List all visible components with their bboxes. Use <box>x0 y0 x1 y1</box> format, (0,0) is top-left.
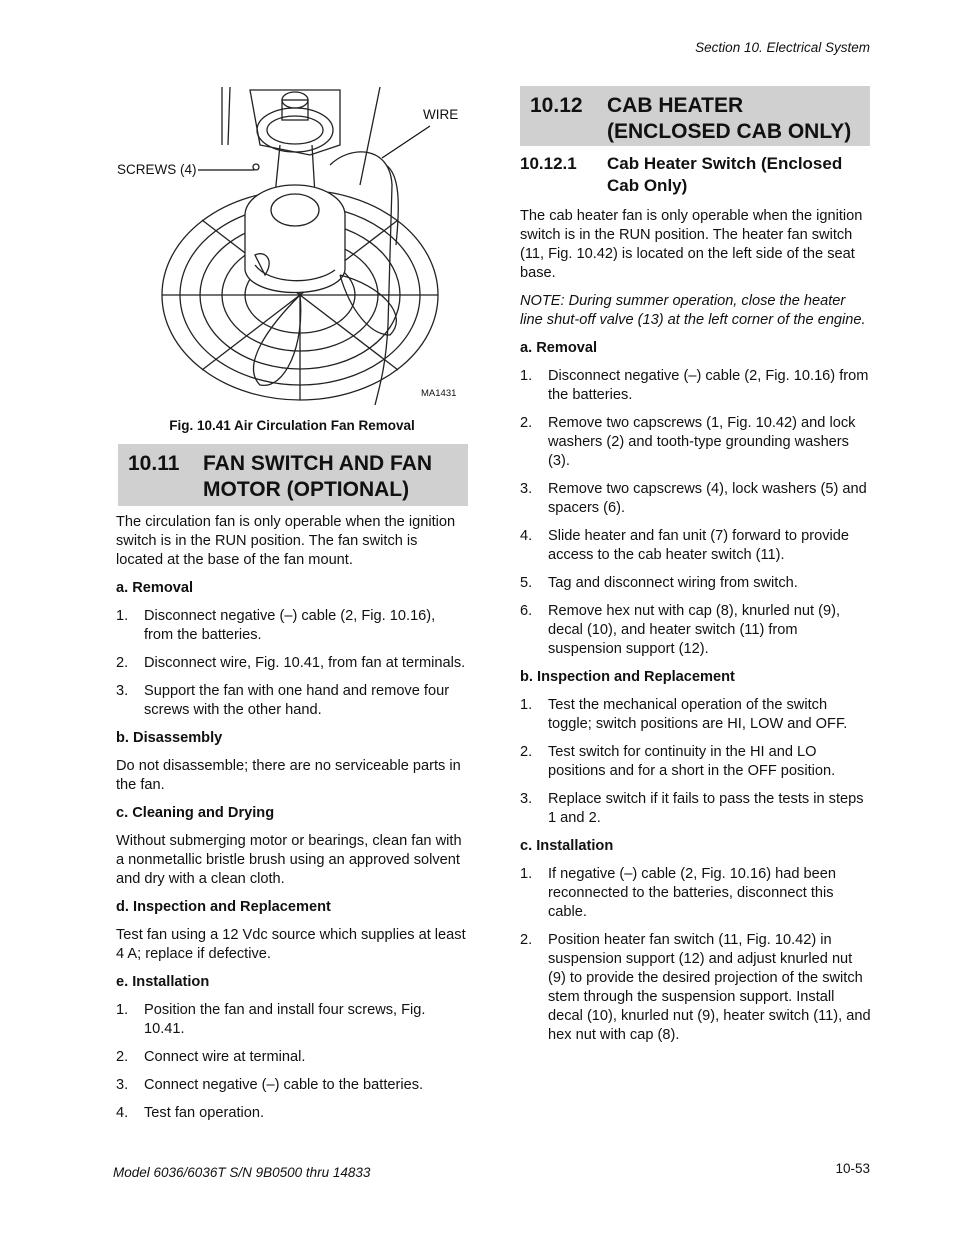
screws-leader-line <box>198 164 258 176</box>
list-item <box>520 931 872 1045</box>
step-number: 1. <box>520 866 533 882</box>
page-number: 10-53 <box>835 1161 870 1176</box>
fan-inspection-heading: d. Inspection and Replacement <box>116 899 331 915</box>
heater-note: NOTE: During summer operation, close the heater line shut-off valve (13) at the left corner of the engine. <box>520 293 866 328</box>
subsection-number: 10.12.1 <box>520 154 577 173</box>
list-item <box>116 1104 468 1123</box>
list-item <box>116 682 468 720</box>
step-number: 2. <box>520 744 533 760</box>
step-text: Remove two capscrews (4), lock washers (5) and spacers (6). <box>548 481 867 516</box>
fan-disassembly-heading: b. Disassembly <box>116 730 223 746</box>
list-item <box>116 1076 468 1095</box>
list-item <box>520 574 872 593</box>
step-number: 3. <box>520 791 533 807</box>
heater-removal-steps <box>520 367 872 659</box>
step-text: Connect negative (–) cable to the batteries. <box>144 1077 424 1093</box>
list-item <box>520 865 872 922</box>
section-title: FAN SWITCH AND FAN MOTOR (OPTIONAL) <box>203 452 433 501</box>
list-item <box>520 743 872 781</box>
section-heading-10-11 <box>118 444 468 506</box>
step-number: 1. <box>116 1002 129 1018</box>
step-text: Tag and disconnect wiring from switch. <box>548 575 798 591</box>
step-text: Test fan operation. <box>144 1105 265 1121</box>
heater-removal-heading: a. Removal <box>520 340 598 356</box>
heater-installation-steps <box>520 865 872 1045</box>
right-column <box>520 153 872 1054</box>
step-text: Test switch for continuity in the HI and LO positions and for a short in the OFF position. <box>548 744 836 779</box>
list-item <box>116 654 468 673</box>
subsection-heading-10-12-1 <box>520 153 872 197</box>
section-number: 10.12 <box>530 94 583 117</box>
step-text: Position heater fan switch (11, Fig. 10.42) in suspension support (12) and adjust knurled nut (9) to provide the desired projection of the switch stem through the suspension support. Install decal (10), knurled nut (9), heater switch (11), and hex nut with cap (8). <box>548 932 871 1043</box>
fan-removal-heading: a. Removal <box>116 580 194 596</box>
heater-inspection-steps <box>520 696 872 828</box>
step-text: Slide heater and fan unit (7) forward to provide access to the cab heater switch (11). <box>548 528 849 563</box>
wire-callout: WIRE <box>423 107 459 122</box>
step-text: Support the fan with one hand and remove four screws with the other hand. <box>144 683 450 718</box>
step-text: Connect wire at terminal. <box>144 1049 306 1065</box>
step-text: Replace switch if it fails to pass the tests in steps 1 and 2. <box>548 791 864 826</box>
step-text: Remove two capscrews (1, Fig. 10.42) and lock washers (2) and tooth-type grounding washers (3). <box>548 415 856 469</box>
fan-cleaning-text: Without submerging motor or bearings, clean fan with a nonmetallic bristle brush using an approved solvent and dry with a clean cloth. <box>116 833 462 887</box>
step-number: 3. <box>116 1077 129 1093</box>
subsection-title: Cab Heater Switch (Enclosed Cab Only) <box>607 154 843 195</box>
fan-inspection-text: Test fan using a 12 Vdc source which supplies at least 4 A; replace if defective. <box>116 927 466 962</box>
fan-removal-steps <box>116 607 468 720</box>
step-text: Disconnect negative (–) cable (2, Fig. 10.16), from the batteries. <box>144 608 436 643</box>
fan-installation-heading: e. Installation <box>116 974 210 990</box>
heater-inspection-heading: b. Inspection and Replacement <box>520 669 735 685</box>
step-text: Disconnect negative (–) cable (2, Fig. 10.16) from the batteries. <box>548 368 869 403</box>
step-number: 2. <box>116 655 129 671</box>
footer-model: Model 6036/6036T S/N 9B0500 thru 14833 <box>113 1165 371 1180</box>
list-item <box>520 480 872 518</box>
fan-disassembly-text: Do not disassemble; there are no serviceable parts in the fan. <box>116 758 461 793</box>
figure-caption: Fig. 10.41 Air Circulation Fan Removal <box>169 418 415 433</box>
step-number: 3. <box>520 481 533 497</box>
list-item <box>520 527 872 565</box>
section-title: CAB HEATER (ENCLOSED CAB ONLY) <box>607 94 852 143</box>
left-column <box>116 513 468 1132</box>
step-number: 4. <box>116 1105 129 1121</box>
step-text: Remove hex nut with cap (8), knurled nut (9), decal (10), and heater switch (11) from suspension support (12). <box>548 603 841 657</box>
list-item <box>520 367 872 405</box>
fan-installation-steps <box>116 1001 468 1123</box>
step-number: 1. <box>116 608 129 624</box>
section-number: 10.11 <box>128 452 180 475</box>
fan-cleaning-heading: c. Cleaning and Drying <box>116 805 275 821</box>
heater-intro: The cab heater fan is only operable when the ignition switch is in the RUN position. The heater fan switch (11, Fig. 10.42) is located on the left side of the seat base. <box>520 208 863 281</box>
step-text: Position the fan and install four screws, Fig. 10.41. <box>144 1002 426 1037</box>
list-item <box>520 696 872 734</box>
step-number: 2. <box>520 932 533 948</box>
step-text: If negative (–) cable (2, Fig. 10.16) had been reconnected to the batteries, disconnect this cable. <box>548 866 836 920</box>
list-item <box>520 790 872 828</box>
wire-leader-line <box>380 122 435 162</box>
list-item <box>116 1001 468 1039</box>
step-number: 2. <box>520 415 533 431</box>
figure-id: MA1431 <box>421 388 457 399</box>
step-number: 3. <box>116 683 129 699</box>
running-header: Section 10. Electrical System <box>695 40 870 55</box>
screws-callout: SCREWS (4) <box>117 162 197 177</box>
step-number: 6. <box>520 603 533 619</box>
heater-installation-heading: c. Installation <box>520 838 614 854</box>
section-heading-10-12 <box>520 86 870 146</box>
step-text: Test the mechanical operation of the switch toggle; switch positions are HI, LOW and OFF. <box>548 697 848 732</box>
step-text: Disconnect wire, Fig. 10.41, from fan at terminals. <box>144 655 466 671</box>
fan-intro: The circulation fan is only operable when the ignition switch is in the RUN position. The fan switch is located at the base of the fan mount. <box>116 514 456 568</box>
step-number: 1. <box>520 368 533 384</box>
list-item <box>116 607 468 645</box>
step-number: 1. <box>520 697 533 713</box>
step-number: 5. <box>520 575 533 591</box>
list-item <box>116 1048 468 1067</box>
step-number: 2. <box>116 1049 129 1065</box>
step-number: 4. <box>520 528 533 544</box>
list-item <box>520 602 872 659</box>
list-item <box>520 414 872 471</box>
